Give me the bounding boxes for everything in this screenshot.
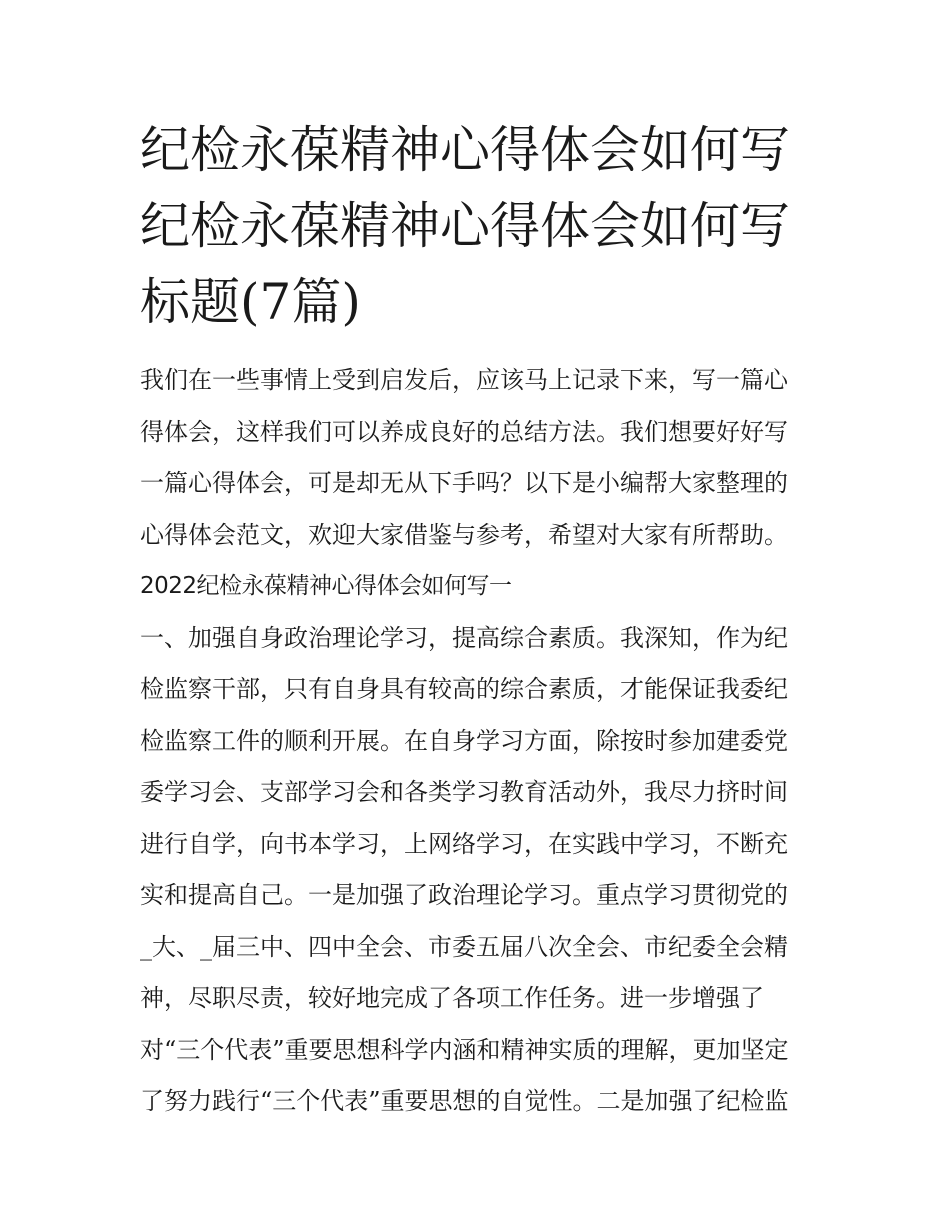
- section-heading: 2022纪检永葆精神心得体会如何写一: [140, 573, 512, 599]
- intro-line-4: 心得体会范文，欢迎大家借鉴与参考，希望对大家有所帮助。: [140, 520, 788, 549]
- section-line-1: 一、加强自身政治理论学习，提高综合素质。我深知，作为纪: [140, 623, 788, 652]
- document-body: [140, 355, 820, 1128]
- section-line-6: 实和提高自己。一是加强了政治理论学习。重点学习贯彻党的: [140, 881, 788, 909]
- section-line-9: 对“三个代表”重要思想科学内涵和精神实质的理解，更加坚定: [140, 1035, 789, 1064]
- intro-line-2: 得体会，这样我们可以养成良好的总结方法。我们想要好好写: [140, 417, 788, 446]
- section-line-10: 了努力践行“三个代表”重要思想的自觉性。二是加强了纪检监: [140, 1087, 789, 1115]
- intro-line-3: 一篇心得体会，可是却无从下手吗？以下是小编帮大家整理的: [140, 469, 788, 497]
- document-title: [140, 112, 830, 340]
- intro-line-1: 我们在一些事情上受到启发后，应该马上记录下来，写一篇心: [140, 366, 788, 394]
- section-line-7: _大、_届三中、四中全会、市委五届八次全会、市纪委全会精: [140, 932, 788, 961]
- section-line-5: 进行自学，向书本学习，上网络学习，在实践中学习，不断充: [140, 829, 788, 858]
- title-line-3: 标题(7篇): [140, 273, 361, 331]
- section-line-3: 检监察工件的顺利开展。在自身学习方面，除按时参加建委党: [140, 726, 788, 755]
- section-line-8: 神，尽职尽责，较好地完成了各项工作任务。进一步增强了: [140, 984, 764, 1012]
- title-line-1: 纪检永葆精神心得体会如何写: [140, 121, 790, 179]
- section-line-2: 检监察干部，只有自身具有较高的综合素质，才能保证我委纪: [140, 675, 788, 703]
- section-line-4: 委学习会、支部学习会和各类学习教育活动外，我尽力挤时间: [140, 778, 788, 806]
- title-line-2: 纪检永葆精神心得体会如何写: [140, 197, 790, 255]
